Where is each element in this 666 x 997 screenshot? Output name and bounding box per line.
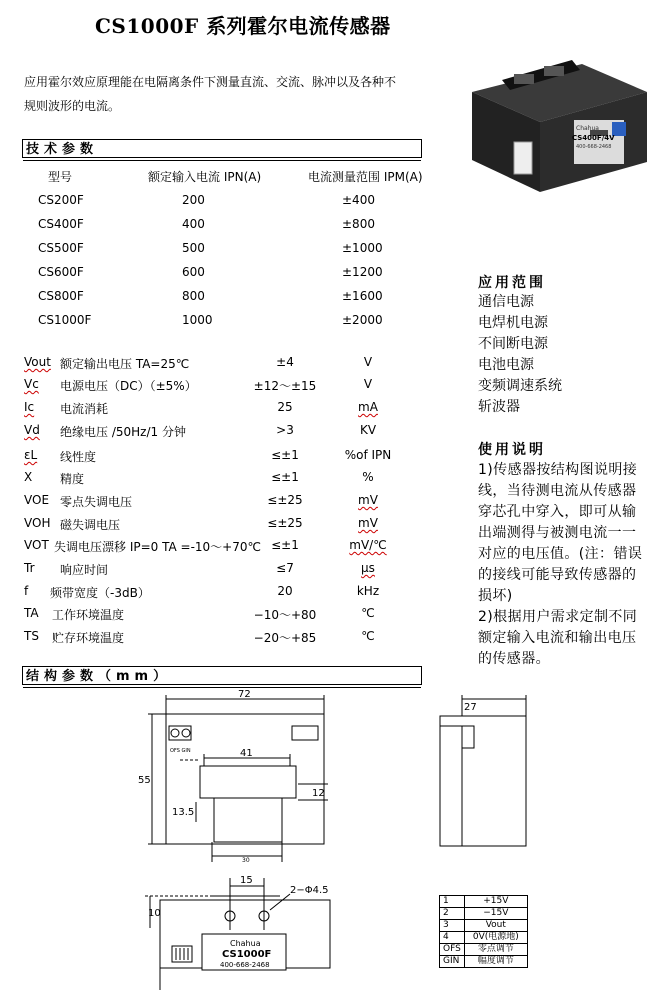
param-value: ≤±25 bbox=[267, 516, 303, 530]
photo-model: CS400F/4V bbox=[572, 134, 615, 142]
param-symbol: Tr bbox=[24, 561, 35, 575]
col-model-header: 型号 bbox=[48, 170, 73, 184]
range-cell: ±800 bbox=[342, 217, 375, 231]
param-symbol: VOT bbox=[24, 538, 49, 552]
pin-function: +15V bbox=[464, 896, 527, 908]
dim-ofs-gin: OFS GIN bbox=[170, 748, 191, 754]
usage-paragraph-1: 1)传感器按结构图说明接线，当待测电流从传感器穿芯孔中穿入，即可从输出端测得与被测电流一一对应的电压值。(注：错误的接线可能导致传感器的损坏) bbox=[478, 462, 643, 604]
model-cell: CS400F bbox=[38, 217, 84, 231]
dim-13-5: 13.5 bbox=[172, 807, 195, 818]
intro-line: 规则波形的电流。 bbox=[24, 99, 121, 113]
table-row bbox=[440, 944, 528, 956]
param-symbol: Ic bbox=[24, 400, 35, 414]
product-photo bbox=[462, 52, 652, 202]
dim-10: 10 bbox=[148, 908, 161, 919]
front-label-tel: 400-668-2468 bbox=[220, 961, 270, 969]
list-item: 电池电源 bbox=[478, 357, 534, 373]
rated-cell: 200 bbox=[182, 193, 205, 207]
param-unit: V bbox=[363, 377, 373, 391]
param-symbol: Vout bbox=[24, 355, 51, 369]
list-item: 不间断电源 bbox=[478, 336, 548, 352]
table-row bbox=[440, 920, 528, 932]
pin-function: −15V bbox=[464, 908, 527, 920]
param-unit: mV/℃ bbox=[349, 538, 387, 552]
param-name: 频带宽度（-3dB） bbox=[50, 586, 150, 600]
rated-cell: 800 bbox=[182, 289, 205, 303]
section-tech-heading: 技术参数 bbox=[22, 139, 422, 158]
pin-number: OFS bbox=[440, 944, 465, 956]
dim-41: 41 bbox=[240, 748, 253, 759]
pin-table bbox=[439, 895, 528, 968]
model-cell: CS600F bbox=[38, 265, 84, 279]
side-view-outline bbox=[440, 716, 526, 846]
pin-number: 2 bbox=[440, 908, 465, 920]
usage-paragraph-2: 2)根据用户需求定制不同额定输入电流和输出电压的传感器。 bbox=[478, 609, 638, 667]
table-row bbox=[440, 908, 528, 920]
param-value: ≤±25 bbox=[267, 493, 303, 507]
col-range-header: 电流测量范围 IPM(A) bbox=[308, 170, 423, 184]
param-unit: mV bbox=[358, 493, 378, 507]
section-usage-heading: 使用说明 bbox=[478, 442, 546, 458]
param-symbol: f bbox=[24, 584, 29, 598]
range-cell: ±2000 bbox=[342, 313, 383, 327]
range-cell: ±1200 bbox=[342, 265, 383, 279]
param-value: 20 bbox=[277, 584, 293, 598]
table-row bbox=[440, 896, 528, 908]
rated-cell: 500 bbox=[182, 241, 205, 255]
pin-function: 零点调节 bbox=[464, 944, 527, 956]
model-cell: CS800F bbox=[38, 289, 84, 303]
section-apps-heading: 应用范围 bbox=[478, 275, 546, 291]
param-value: ≤±1 bbox=[271, 448, 299, 462]
param-unit: KV bbox=[359, 423, 377, 437]
pin-number: 1 bbox=[440, 896, 465, 908]
param-unit: V bbox=[363, 355, 373, 369]
dim-12: 12 bbox=[312, 788, 325, 799]
param-symbol: VOH bbox=[24, 516, 51, 530]
param-symbol: εL bbox=[24, 448, 38, 462]
list-item: 电焊机电源 bbox=[478, 315, 548, 331]
param-symbol: Vd bbox=[24, 423, 40, 437]
pin-number: GIN bbox=[440, 956, 465, 968]
photo-info: 400-668-2468 bbox=[576, 144, 612, 150]
param-unit: % bbox=[362, 470, 374, 484]
dim-height-55: 55 bbox=[138, 775, 151, 786]
range-cell: ±1600 bbox=[342, 289, 383, 303]
pin-function: 幅度调节 bbox=[464, 956, 527, 968]
col-rated-header: 额定输入电流 IPN(A) bbox=[148, 170, 262, 184]
param-name: 额定输出电压 TA=25℃ bbox=[60, 357, 190, 371]
param-name: 绝缘电压 /50Hz/1 分钟 bbox=[60, 425, 186, 439]
param-value: ≤±1 bbox=[271, 470, 299, 484]
dim-30: 30 bbox=[242, 857, 250, 864]
param-value: ≤±1 bbox=[271, 538, 299, 552]
rated-cell: 600 bbox=[182, 265, 205, 279]
list-item: 变频调速系统 bbox=[478, 378, 562, 394]
model-cell: CS1000F bbox=[38, 313, 92, 327]
param-value: 25 bbox=[277, 400, 293, 414]
table-row bbox=[440, 932, 528, 944]
param-name: 贮存环境温度 bbox=[52, 631, 125, 645]
param-symbol: VOE bbox=[24, 493, 50, 507]
param-value: ≤7 bbox=[276, 561, 294, 575]
pin-function: Vout bbox=[464, 920, 527, 932]
param-unit: μs bbox=[361, 561, 375, 575]
dim-holes: 2−Φ4.5 bbox=[290, 885, 329, 896]
model-cell: CS200F bbox=[38, 193, 84, 207]
dim-width-72: 72 bbox=[238, 690, 251, 700]
apps-list bbox=[478, 292, 562, 418]
param-name: 磁失调电压 bbox=[60, 518, 121, 532]
model-cell: CS500F bbox=[38, 241, 84, 255]
param-symbol: TS bbox=[24, 629, 39, 643]
section-struct-heading: 结构参数（mm） bbox=[22, 666, 422, 685]
param-unit: %of IPN bbox=[344, 448, 392, 462]
rated-cell: 1000 bbox=[182, 313, 213, 327]
photo-brand: Chahua bbox=[576, 125, 599, 132]
range-cell: ±400 bbox=[342, 193, 375, 207]
param-name: 工作环境温度 bbox=[52, 608, 125, 622]
param-name: 精度 bbox=[60, 472, 85, 486]
param-unit: mA bbox=[358, 400, 378, 414]
front-label-brand: Chahua bbox=[230, 939, 261, 948]
param-name: 零点失调电压 bbox=[60, 495, 133, 509]
rated-cell: 400 bbox=[182, 217, 205, 231]
range-cell: ±1000 bbox=[342, 241, 383, 255]
param-name: 响应时间 bbox=[60, 563, 109, 577]
param-unit: kHz bbox=[356, 584, 380, 598]
param-unit: mV bbox=[358, 516, 378, 530]
front-label-model: CS1000F bbox=[222, 949, 272, 960]
param-value: −10～+80 bbox=[253, 608, 317, 622]
page-title: CS1000F 系列霍尔电流传感器 bbox=[95, 14, 391, 38]
list-item: 通信电源 bbox=[478, 294, 534, 310]
pin-table-wrapper bbox=[439, 895, 528, 968]
dim-15: 15 bbox=[240, 875, 253, 886]
param-name: 电源电压（DC）（±5%） bbox=[60, 379, 197, 393]
structure-drawing bbox=[0, 690, 666, 997]
param-symbol: TA bbox=[24, 606, 39, 620]
param-value: ±4 bbox=[276, 355, 294, 369]
param-unit: ℃ bbox=[361, 606, 375, 620]
table-row bbox=[440, 956, 528, 968]
param-unit: ℃ bbox=[361, 629, 375, 643]
list-item: 斩波器 bbox=[478, 399, 520, 415]
param-symbol: X bbox=[24, 470, 33, 484]
param-symbol: Vc bbox=[24, 377, 39, 391]
pin-number: 4 bbox=[440, 932, 465, 944]
param-name: 线性度 bbox=[60, 450, 97, 464]
usage-text bbox=[478, 460, 646, 670]
param-value: >3 bbox=[276, 423, 294, 437]
param-value: ±12～±15 bbox=[253, 379, 317, 393]
dim-27: 27 bbox=[464, 702, 477, 713]
intro-text bbox=[24, 70, 414, 118]
param-name: 电流消耗 bbox=[60, 402, 109, 416]
param-name: 失调电压漂移 IP=0 TA =-10～+70℃ bbox=[54, 540, 261, 554]
param-value: −20～+85 bbox=[253, 631, 317, 645]
intro-line: 应用霍尔效应原理能在电隔离条件下测量直流、交流、脉冲以及各种不 bbox=[24, 75, 397, 89]
pin-number: 3 bbox=[440, 920, 465, 932]
pin-function: 0V(电源地) bbox=[464, 932, 527, 944]
